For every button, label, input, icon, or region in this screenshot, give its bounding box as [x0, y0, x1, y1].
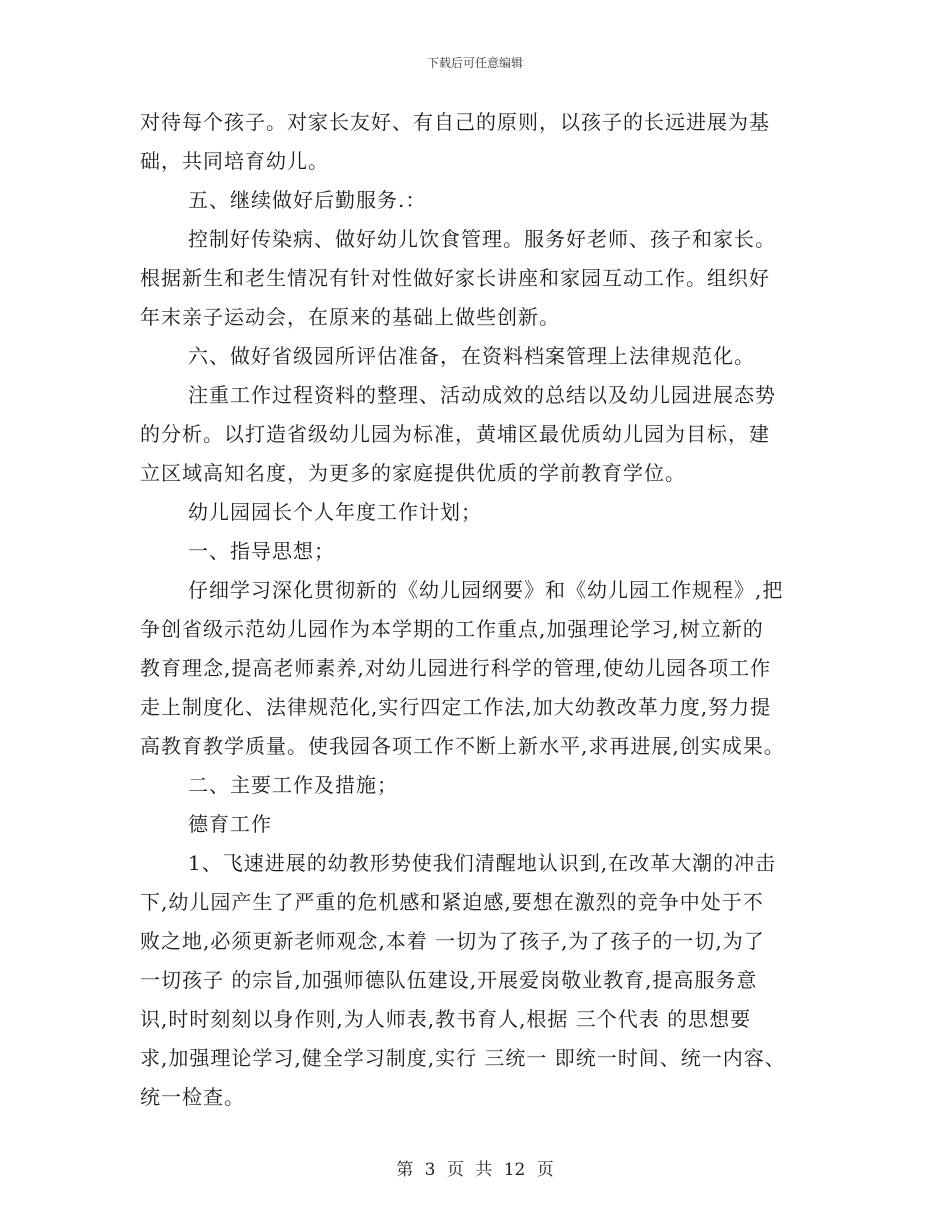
- page-header: 下载后可任意编辑: [426, 56, 523, 70]
- text-line: 六、做好省级园所评估准备，在资料档案管理上法律规范化。: [188, 344, 755, 368]
- text-line: 下,幼儿园产生了严重的危机感和紧迫感,要想在激烈的竞争中处于不: [140, 890, 764, 914]
- text-line: 对待每个孩子。对家长友好、有自己的原则，以孩子的长远进展为基: [140, 110, 770, 134]
- text-line: 的分析。以打造省级幼儿园为标准，黄埔区最优质幼儿园为目标，建: [140, 422, 770, 446]
- text-line: 一切孩子 的宗旨,加强师德队伍建设,开展爱岗敬业教育,提高服务意: [140, 968, 758, 992]
- text-line: 求,加强理论学习,健全学习制度,实行 三统一 即统一时间、统一内容、: [140, 1046, 786, 1070]
- text-line: 败之地,必须更新老师观念,本着 一切为了孩子,为了孩子的一切,为了: [140, 929, 765, 953]
- text-line: 年末亲子运动会，在原来的基础上做些创新。: [140, 305, 560, 329]
- text-line: 根据新生和老生情况有针对性做好家长讲座和家园互动工作。组织好: [140, 266, 770, 290]
- text-line: 走上制度化、法律规范化,实行四定工作法,加大幼教改革力度,努力提: [140, 695, 772, 719]
- text-line: 识,时时刻刻以身作则,为人师表,教书育人,根据 三个代表 的思想要: [140, 1007, 752, 1031]
- text-line: 础，共同培育幼儿。: [140, 149, 329, 173]
- document-body: [140, 103, 810, 1117]
- text-line: 一、指导思想；: [188, 539, 335, 563]
- text-line: 德育工作: [188, 812, 272, 836]
- text-line: 立区域高知名度，为更多的家庭提供优质的学前教育学位。: [140, 461, 686, 485]
- page-footer: 第 3 页 共 12 页: [396, 1160, 554, 1180]
- text-line: 仔细学习深化贯彻新的《幼儿园纲要》和《幼儿园工作规程》,把: [188, 578, 784, 602]
- text-line: 教育理念,提高老师素养,对幼儿园进行科学的管理,使幼儿园各项工作: [140, 656, 772, 680]
- text-line: 控制好传染病、做好幼儿饮食管理。服务好老师、孩子和家长。: [188, 227, 776, 251]
- text-line: 二、主要工作及措施；: [188, 773, 398, 797]
- text-line: 注重工作过程资料的整理、活动成效的总结以及幼儿园进展态势: [188, 383, 776, 407]
- text-line: 1、飞速进展的幼教形势使我们清醒地认识到,在改革大潮的冲击: [188, 851, 777, 875]
- text-line: 高教育教学质量。使我园各项工作不断上新水平,求再进展,创实成果。: [140, 734, 785, 758]
- text-line: 统一检查。: [140, 1085, 245, 1109]
- text-line: 五、继续做好后勤服务.：: [188, 188, 427, 212]
- text-line: 争创省级示范幼儿园作为本学期的工作重点,加强理论学习,树立新的: [140, 617, 764, 641]
- text-line: 幼儿园园长个人年度工作计划；: [188, 500, 482, 524]
